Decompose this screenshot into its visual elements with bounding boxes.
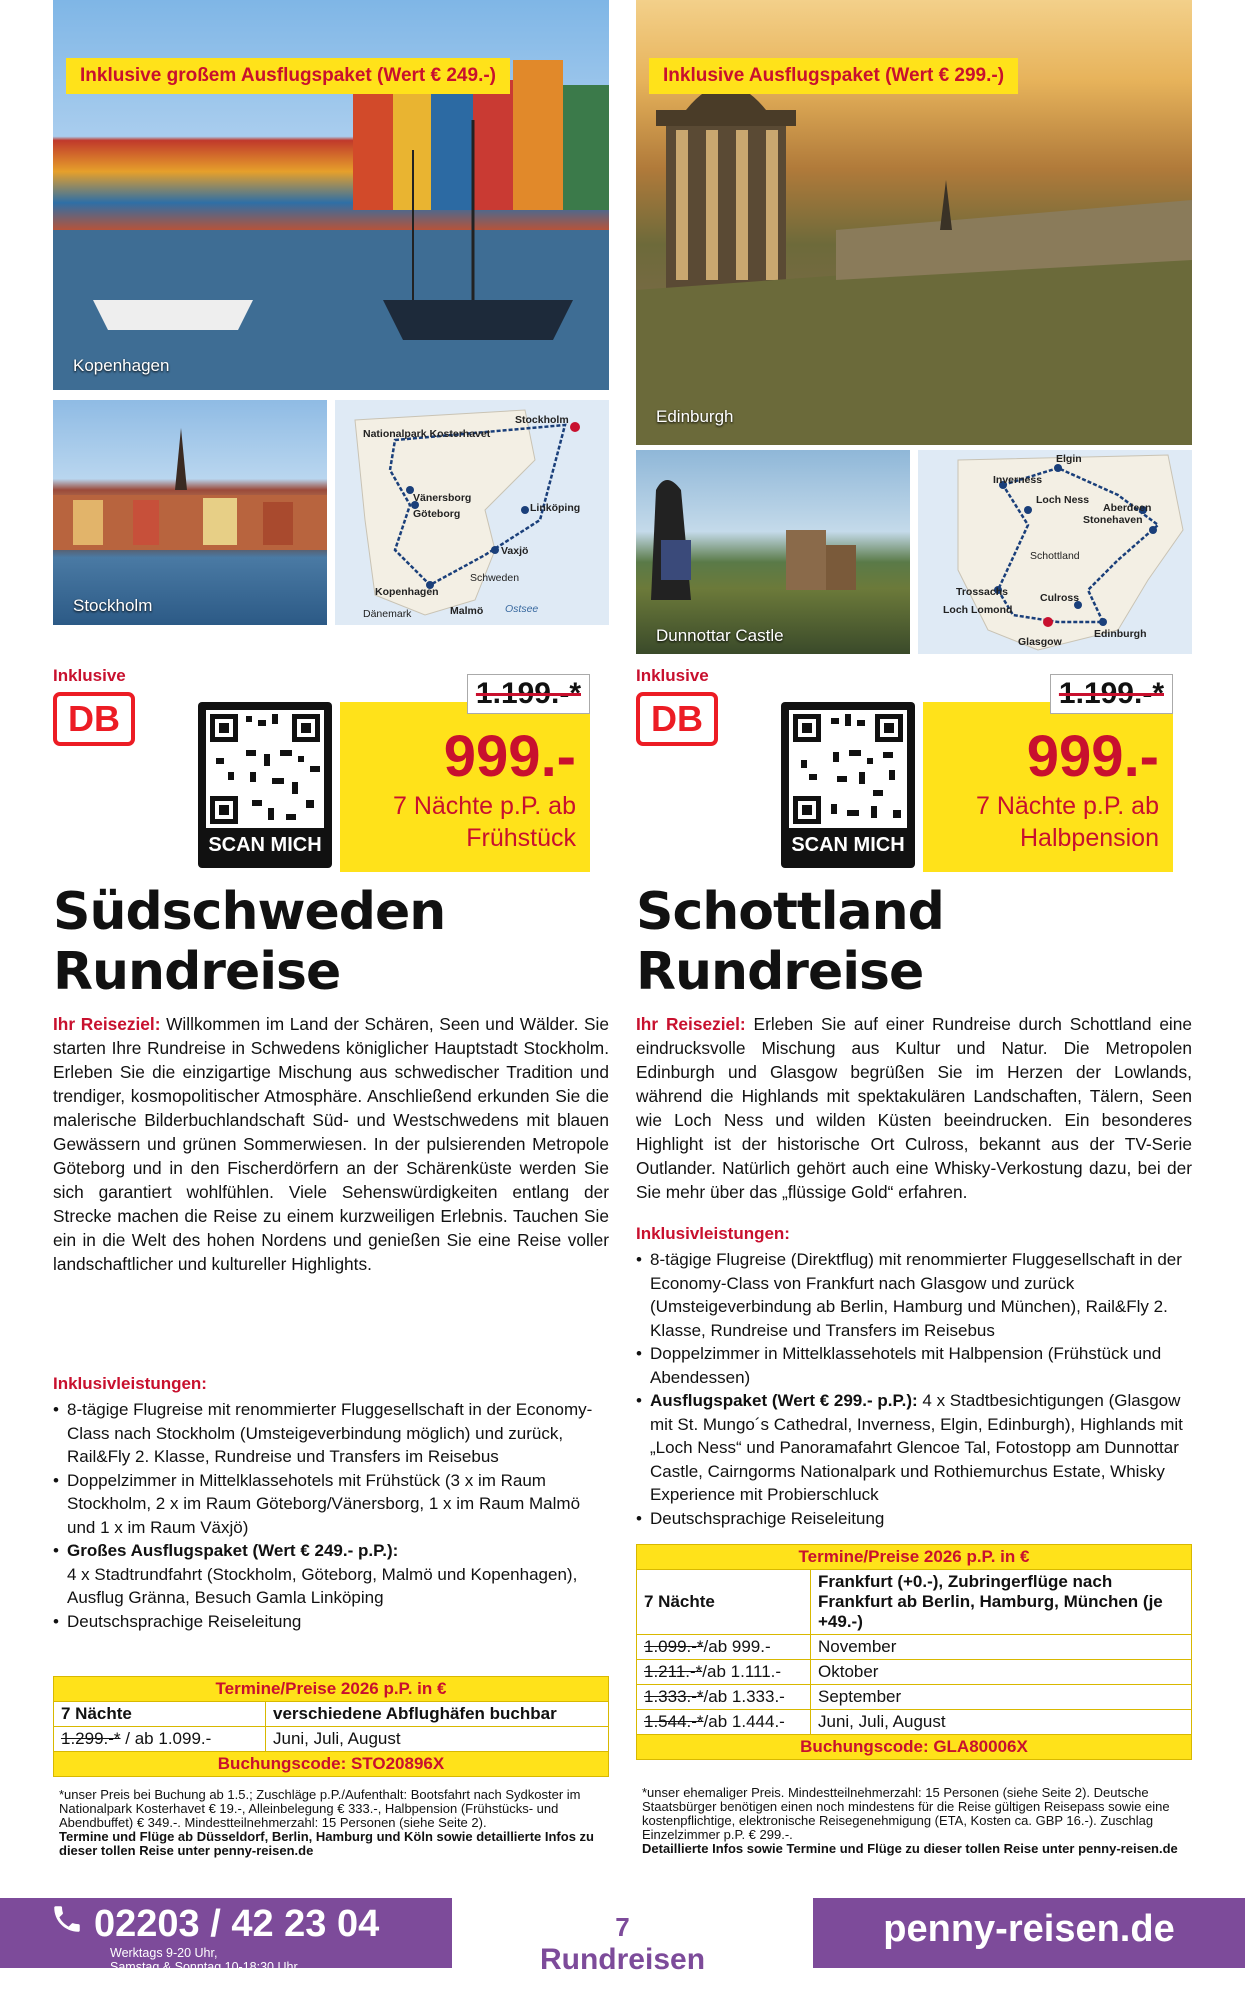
table-cell: Oktober (811, 1660, 1192, 1685)
offer-description (53, 1012, 609, 1276)
airport-marker (570, 422, 580, 432)
offer-title-line2: Rundreise (636, 942, 924, 1002)
new-price-cell: /ab 1.333.- (703, 1687, 785, 1706)
photo-dunnottar (636, 450, 910, 654)
db-inklusive-label: Inklusive (53, 666, 126, 685)
page-number: 7 (615, 1912, 630, 1942)
hero-caption: Edinburgh (656, 407, 734, 426)
table-cell: 7 Nächte (54, 1702, 266, 1727)
website-link[interactable]: penny-reisen.de (883, 1908, 1175, 1950)
hero-image-edinburgh (636, 0, 1192, 445)
phone-number[interactable] (50, 1902, 452, 1946)
offer-scotland (636, 0, 1192, 1856)
stockholm-skyline (53, 400, 327, 625)
photo-stockholm (53, 400, 327, 625)
price-table (636, 1544, 1192, 1760)
old-price-cell: 1.299.-* (61, 1729, 121, 1748)
new-price: 999.- (1026, 724, 1159, 789)
map-label: Stockholm (515, 414, 569, 426)
table-row (54, 1727, 609, 1752)
map-label: Göteborg (413, 508, 461, 520)
route-map-sweden (335, 400, 609, 625)
map-label: Ostsee (505, 603, 539, 615)
desc-label: Ihr Reiseziel: (53, 1014, 161, 1034)
offer-title (53, 882, 445, 1002)
table-cell: Juni, Juli, August (811, 1710, 1192, 1735)
map-label: Vänersborg (413, 492, 472, 504)
section-title: Rundreisen (539, 1943, 706, 1976)
map-label: Edinburgh (1094, 628, 1147, 640)
table-row (637, 1660, 1192, 1685)
new-price-cell: /ab 1.111.- (702, 1662, 782, 1681)
map-label: Culross (1040, 592, 1080, 604)
secondary-images (636, 450, 1192, 654)
inclusions-heading: Inklusivleistungen: (636, 1224, 790, 1243)
table-header: Termine/Preise 2026 p.P. in € (637, 1545, 1192, 1570)
fine-print (642, 1786, 1187, 1856)
list-item-text: 4 x Stadtrundfahrt (Stockholm, Göteborg, Malmö und Kopenhagen), Ausflug Gränna, Besuch Gamla Linköping (67, 1564, 578, 1607)
new-price-cell: / ab 1.099.- (125, 1729, 212, 1748)
map-label: Stonehaven (1083, 514, 1143, 526)
fine-print-bold: Detaillierte Infos sowie Termine und Flüge zu dieser tollen Reise unter penny-reisen.de (642, 1841, 1178, 1856)
price-box (923, 677, 1173, 872)
new-price: 999.- (443, 724, 576, 789)
table-cell: September (811, 1685, 1192, 1710)
fine-print-bold: Termine und Flüge ab Düsseldorf, Berlin, Hamburg und Köln sowie detaillierte Infos zu dieser tollen Reise unter penny-reisen.de (59, 1829, 594, 1858)
route-map-scotland (918, 450, 1192, 654)
offer-sweden (53, 0, 610, 1858)
map-label: Kopenhagen (375, 586, 439, 598)
map-label: Malmö (450, 605, 484, 617)
list-item: • 8-tägige Flugreise (Direktflug) mit renommierter Fluggesellschaft in der Economy-Class von Frankfurt nach Glasgow und zurück (Umsteigeverbindung ab Berlin, Hamburg und München), Rail&Fly 2. Klasse, Rundreise und Transfers im Reisebus (636, 1248, 1192, 1342)
phone-number-text: 02203 / 42 23 04 (94, 1903, 380, 1945)
old-price: 1.199.-* (467, 674, 590, 714)
list-item-text: 4 x Stadtbesichtigungen (Glasgow mit St. Mungo´s Cathedral, Inverness, Elgin, Edinburgh), Highlands mit „Loch Ness“ und Panoramafahrt Glencoe Tal, Fotostopp am Dunnottar Castle, Cairngorms Nationalpark und Rothiemurchus Estate, Whisky Experience mit Probierschluck (650, 1391, 1183, 1504)
airport-marker (1043, 617, 1053, 627)
promo-badge: Inklusive großem Ausflugspaket (Wert € 249.-) (66, 58, 510, 94)
inclusions-heading: Inklusivleistungen: (53, 1374, 207, 1393)
qr-graphic (789, 710, 907, 828)
photo-caption: Dunnottar Castle (656, 626, 784, 645)
list-item (53, 1539, 609, 1610)
map-label: Inverness (993, 474, 1043, 486)
db-inklusive-label: Inklusive (636, 666, 709, 685)
price-note-nights: 7 Nächte p.P. ab (392, 792, 576, 820)
qr-pattern (789, 710, 907, 828)
inclusions-list (53, 1398, 609, 1633)
table-cell (54, 1727, 266, 1752)
map-label: Dänemark (363, 608, 412, 620)
qr-pattern (206, 710, 324, 828)
list-item: • Doppelzimmer in Mittelklassehotels mit Frühstück (3 x im Raum Stockholm, 2 x im Raum Göteborg/Vänersborg, 1 x im Raum Malmö und 1 x im Raum Växjö) (53, 1469, 609, 1540)
old-price-cell: 1.333.-* (644, 1687, 704, 1706)
table-row (637, 1685, 1192, 1710)
phone-icon (50, 1902, 84, 1946)
db-logo: DB (53, 692, 135, 746)
desc-label: Ihr Reiseziel: (636, 1014, 746, 1034)
qr-code[interactable] (198, 702, 332, 868)
table-cell: Juni, Juli, August (266, 1727, 609, 1752)
opening-hours (110, 1946, 452, 1974)
table-cell: Frankfurt (+0.-), Zubringerflüge nach Frankfurt ab Berlin, Hamburg, München (je +49.-) (811, 1570, 1192, 1635)
secondary-images (53, 400, 609, 625)
inclusions-list (636, 1248, 1192, 1530)
fine-print (59, 1788, 604, 1858)
page-marker (520, 1912, 725, 1977)
price-note-board: Halbpension (1020, 823, 1159, 852)
hero-image-copenhagen (53, 0, 609, 390)
map-label: Linköping (530, 502, 581, 514)
list-item: • Deutschsprachige Reiseleitung (636, 1507, 1192, 1531)
fine-print-text: *unser ehemaliger Preis. Mindestteilnehmerzahl: 15 Personen (siehe Seite 2). Deutsche Staatsbürger benötigen einen noch mindestens für die Reise gültigen Reisepass sowie eine kostenpflichtige, elektronische Reisegenehmigung (ETA, Kosten ca. GBP 16.-). Zuschlag Einzelzimmer p.P. € 299.-. (642, 1785, 1170, 1842)
scan-label: SCAN MICH (791, 834, 905, 856)
map-label: Nationalpark Kosterhavet (363, 428, 491, 440)
phone-banner[interactable] (0, 1898, 452, 1974)
opening-hours-weekday: Werktags 9-20 Uhr, (110, 1946, 218, 1960)
qr-graphic (206, 710, 324, 828)
old-price-cell: 1.211.-* (644, 1662, 703, 1681)
price-box (340, 677, 590, 872)
list-item: • Deutschsprachige Reiseleitung (53, 1610, 609, 1634)
table-cell: 7 Nächte (637, 1570, 811, 1635)
promo-badge: Inklusive Ausflugspaket (Wert € 299.-) (649, 58, 1018, 94)
scan-label: SCAN MICH (208, 834, 322, 856)
qr-code[interactable] (781, 702, 915, 868)
map-label: Schweden (470, 572, 520, 584)
map-label: Vaxjö (501, 545, 529, 557)
map-label: Loch Ness (1036, 494, 1090, 506)
table-cell (637, 1685, 811, 1710)
table-row (637, 1635, 1192, 1660)
list-item: • 8-tägige Flugreise mit renommierter Fluggesellschaft in der Economy-Class nach Stockholm (Umsteigeverbindung möglich) und zurück, Rail&Fly 2. Klasse, Rundreise und Transfers im Reisebus (53, 1398, 609, 1469)
website-banner[interactable] (813, 1898, 1245, 1968)
old-price-cell: 1.099.-* (644, 1637, 704, 1656)
opening-hours-weekend: Samstag & Sonntag 10-18:30 Uhr (110, 1960, 298, 1974)
offer-title-line2: Rundreise (53, 942, 341, 1002)
list-item: • Doppelzimmer in Mittelklassehotels mit Halbpension (Frühstück und Abendessen) (636, 1342, 1192, 1389)
fine-print-text: *unser Preis bei Buchung ab 1.5.; Zuschläge p.P./Aufenthalt: Bootsfahrt nach Sydkoster im Nationalpark Kosterhavet € 19.-, Alleinbelegung € 333.-, Halbpension (Frühstücks- und Abendbuffet) € 349.-. Mindestteilnehmerzahl: 15 Personen (siehe Seite 2). (59, 1787, 581, 1830)
price-note-board: Frühstück (466, 823, 576, 852)
list-item (636, 1389, 1192, 1507)
old-price-cell: 1.544.-* (644, 1712, 704, 1731)
db-logo: DB (636, 692, 718, 746)
map-label: Aberdeen (1103, 502, 1152, 514)
photo-caption: Stockholm (73, 596, 153, 615)
desc-text: Willkommen im Land der Schären, Seen und Wälder. Sie starten Ihre Rundreise in Schwedens königlicher Hauptstadt Stockholm. Erleben Sie die einzigartige Mischung aus schwedischer Tradition und trendiger, kosmopolitischer Atmosphäre. Anschließend erkunden Sie die malerische Bilderbuchlandschaft Süd- und Westschwedens mit blauen Gewässern und grünen Sommerwiesen. In der pulsierenden Metropole Göteborg und in den Fischerdörfern an der Schärenküste werden Sie sich garantiert wohlfühlen. Viele Sehenswürdigkeiten entlang der Strecke machen die Reise zu einem kurzweiligen Erlebnis. Tauchen Sie ein in die Welt des hohen Nordens und genießen Sie eine Reise voller landschaftlicher und kultureller Highlights. (53, 1014, 610, 1274)
table-cell: verschiedene Abflughäfen buchbar (266, 1702, 609, 1727)
booking-code: Buchungscode: GLA80006X (637, 1735, 1192, 1760)
offer-title-line1: Schottland (636, 882, 944, 942)
table-cell (637, 1660, 811, 1685)
table-header: Termine/Preise 2026 p.P. in € (54, 1677, 609, 1702)
table-cell (637, 1710, 811, 1735)
list-item-bold: Ausflugspaket (Wert € 299.- p.P.): (650, 1391, 918, 1410)
table-row (637, 1710, 1192, 1735)
old-price: 1.199.-* (1050, 674, 1173, 714)
map-label: Elgin (1056, 453, 1082, 465)
list-item-bold: Großes Ausflugspaket (Wert € 249.- p.P.): (67, 1541, 399, 1560)
offer-title (636, 882, 944, 1002)
new-price-cell: /ab 1.444.- (703, 1712, 785, 1731)
map-label: Glasgow (1018, 636, 1062, 648)
table-cell: November (811, 1635, 1192, 1660)
map-label: Schottland (1030, 550, 1080, 562)
table-cell (637, 1635, 811, 1660)
price-table (53, 1676, 609, 1777)
hero-caption: Kopenhagen (73, 356, 170, 375)
offer-title-line1: Südschweden (53, 882, 446, 942)
castle-illustration (636, 450, 910, 654)
desc-text: Erleben Sie auf einer Rundreise durch Schottland eine eindrucksvolle Mischung aus Kultur und Natur. Die Metropolen Edinburgh und Glasgow begrüßen Sie im Herzen der Lowlands, während die Highlands mit spektakulären Landschaften, Tälern, Seen wie Loch Ness und wilden Küsten beeindrucken. Ein besonderes Highlight ist der historische Ort Culross, bekannt aus der TV-Serie Outlander. Natürlich gehört auch eine Whisky-Verkostung dazu, bei der Sie mehr über das „flüssige Gold“ erfahren. (636, 1014, 1192, 1202)
offer-description (636, 1012, 1192, 1204)
price-note-nights: 7 Nächte p.P. ab (975, 792, 1159, 820)
new-price-cell: /ab 999.- (703, 1637, 771, 1656)
map-label: Trossachs (956, 586, 1008, 598)
map-label: Loch Lomond (943, 604, 1013, 616)
booking-code: Buchungscode: STO20896X (54, 1752, 609, 1777)
